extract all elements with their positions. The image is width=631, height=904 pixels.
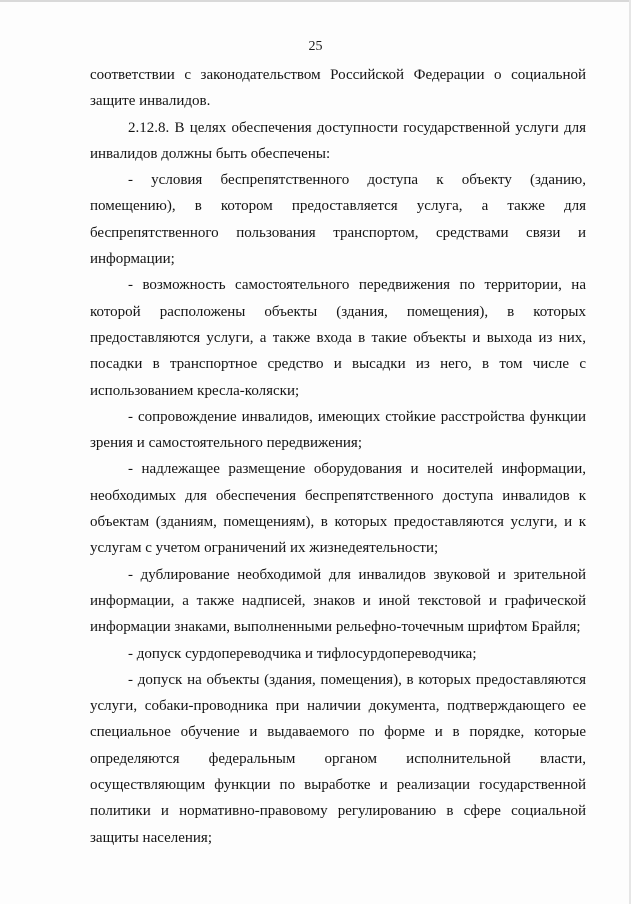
list-item-independent-movement: - возможность самостоятельного передвижения по территории, на которой расположены объекты (здания, помещения), в которых предоставляются услуги, а также входа в такие объекты и выхода из них, посадки в транспортное средство и высадки из него, в том числе с использованием кресла-коляски; xyxy=(90,277,586,399)
paragraph-continuation: соответствии с законодательством Российской Федерации о социальной защите инвалидов. xyxy=(90,67,586,110)
list-item-sign-interpreter: - допуск сурдопереводчика и тифлосурдопереводчика; xyxy=(128,645,477,662)
list-item-equipment-placement: - надлежащее размещение оборудования и носителей информации, необходимых для обеспечения беспрепятственного доступа инвалидов к объектам (зданиям, помещениям), в которых предоставляются услуги, и к услугам с учетом ограничений их жизнедеятельности; xyxy=(90,461,586,557)
list-item-information-duplication: - дублирование необходимой для инвалидов звуковой и зрительной информации, а также надписей, знаков и иной текстовой и графической информации знаками, выполненными рельефно-точечным шрифтом Брайля; xyxy=(90,566,586,636)
paragraph-section-2-12-8: 2.12.8. В целях обеспечения доступности государственной услуги для инвалидов должны быть обеспечены: xyxy=(90,119,586,162)
page-number: 25 xyxy=(308,39,323,54)
list-item-guide-dog: - допуск на объекты (здания, помещения), в которых предоставляются услуги, собаки-проводника при наличии документа, подтверждающего ее специальное обучение и выдаваемого по форме и в порядке, которые определяются федеральным органом исполнительной власти, осуществляющим функции по выработке и реализации государственной политики и нормативно-правовому регулированию в сфере социальной защиты населения; xyxy=(90,671,586,846)
list-item-access-conditions: - условия беспрепятственного доступа к объекту (зданию, помещению), в котором предоставляется услуга, а также для беспрепятственного пользования транспортом, средствами связи и информации; xyxy=(90,172,586,268)
document-text-body xyxy=(90,62,586,851)
scan-edge-top xyxy=(0,0,631,2)
list-item-escort: - сопровождение инвалидов, имеющих стойкие расстройства функции зрения и самостоятельного передвижения; xyxy=(90,408,586,452)
